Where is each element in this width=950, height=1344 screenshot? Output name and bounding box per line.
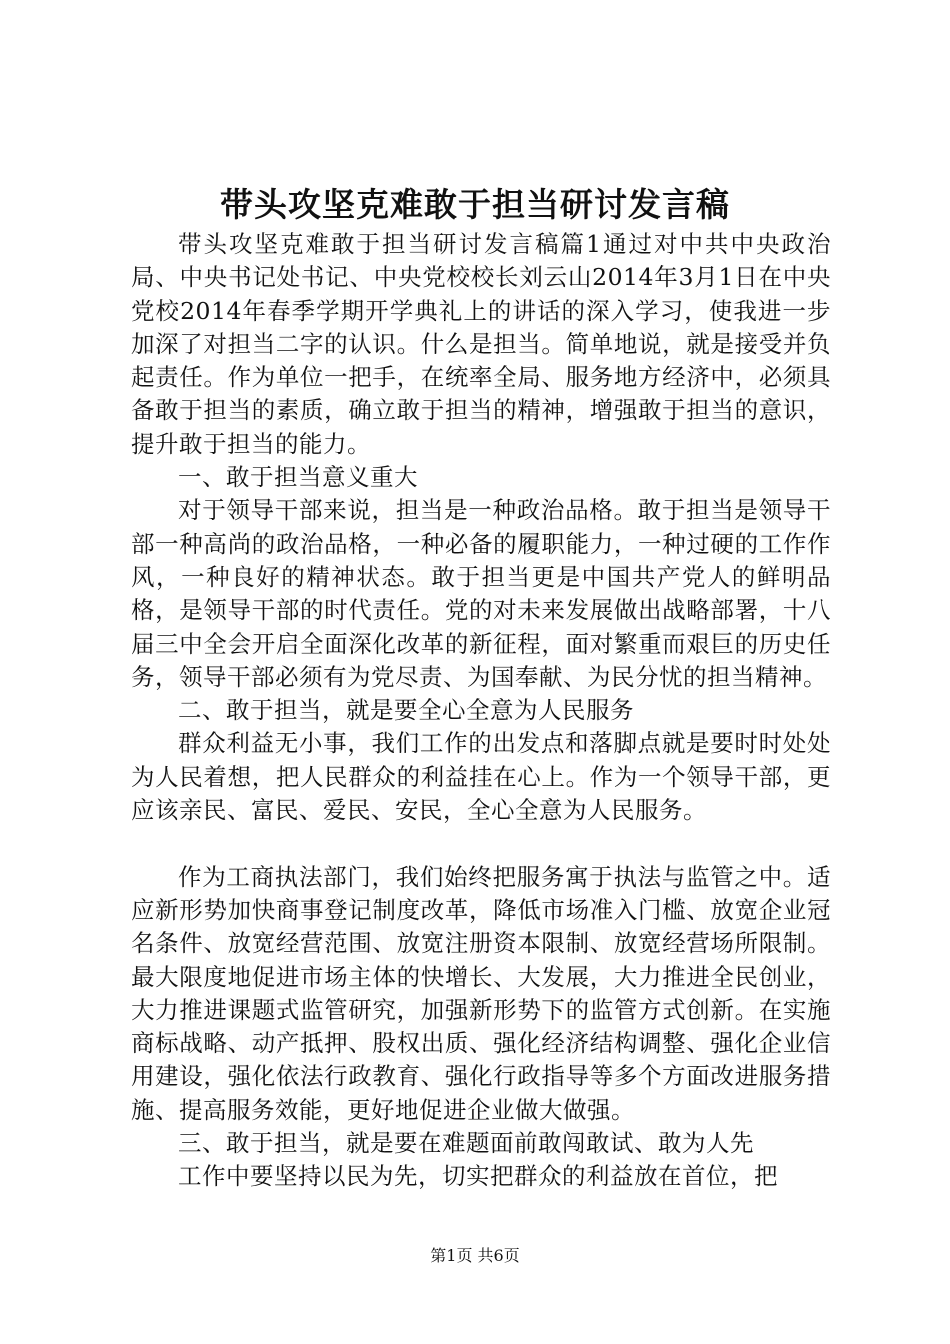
section-heading-2: 二、敢于担当，就是要全心全意为人民服务 [178,696,634,725]
document-title: 带头攻坚克难敢于担当研讨发言稿 [220,185,730,224]
paragraph-spacer [131,827,831,860]
page-footer: 第1页 共6页 [430,1246,520,1265]
document-body [131,228,831,1194]
section-heading-1: 一、敢于担当意义重大 [178,463,418,492]
paragraph-intro: 带头攻坚克难敢于担当研讨发言稿篇1通过对中共中央政治局、中央书记处书记、中央党校校长刘云山2014年3月1日在中央党校2014年春季学期开学典礼上的讲话的深入学习，使我进一步加深了对担当二字的认识。什么是担当。简单地说，就是接受并负起责任。作为单位一把手，在统率全局、服务地方经济中，必须具备敢于担当的素质，确立敢于担当的精神，增强敢于担当的意识，提升敢于担当的能力。 [131,230,831,458]
paragraph-section-3: 工作中要坚持以民为先，切实把群众的利益放在首位，把 [178,1162,778,1191]
section-heading-3: 三、敢于担当，就是要在难题面前敢闯敢试、敢为人先 [178,1129,754,1158]
paragraph-section-2a: 群众利益无小事，我们工作的出发点和落脚点就是要时时处处为人民着想，把人民群众的利益挂在心上。作为一个领导干部，更应该亲民、富民、爱民、安民，全心全意为人民服务。 [131,729,831,825]
paragraph-section-1: 对于领导干部来说，担当是一种政治品格。敢于担当是领导干部一种高尚的政治品格，一种必备的履职能力，一种过硬的工作作风，一种良好的精神状态。敢于担当更是中国共产党人的鲜明品格，是领导干部的时代责任。党的对未来发展做出战略部署，十八届三中全会开启全面深化改革的新征程，面对繁重而艰巨的历史任务，领导干部必须有为党尽责、为国奉献、为民分忧的担当精神。 [131,496,831,691]
paragraph-section-2b: 作为工商执法部门，我们始终把服务寓于执法与监管之中。适应新形势加快商事登记制度改革，降低市场准入门槛、放宽企业冠名条件、放宽经营范围、放宽注册资本限制、放宽经营场所限制。最大限度地促进市场主体的快增长、大发展，大力推进全民创业，大力推进课题式监管研究，加强新形势下的监管方式创新。在实施商标战略、动产抵押、股权出质、强化经济结构调整、强化企业信用建设，强化依法行政教育、强化行政指导等多个方面改进服务措施、提高服务效能，更好地促进企业做大做强。 [131,862,831,1124]
